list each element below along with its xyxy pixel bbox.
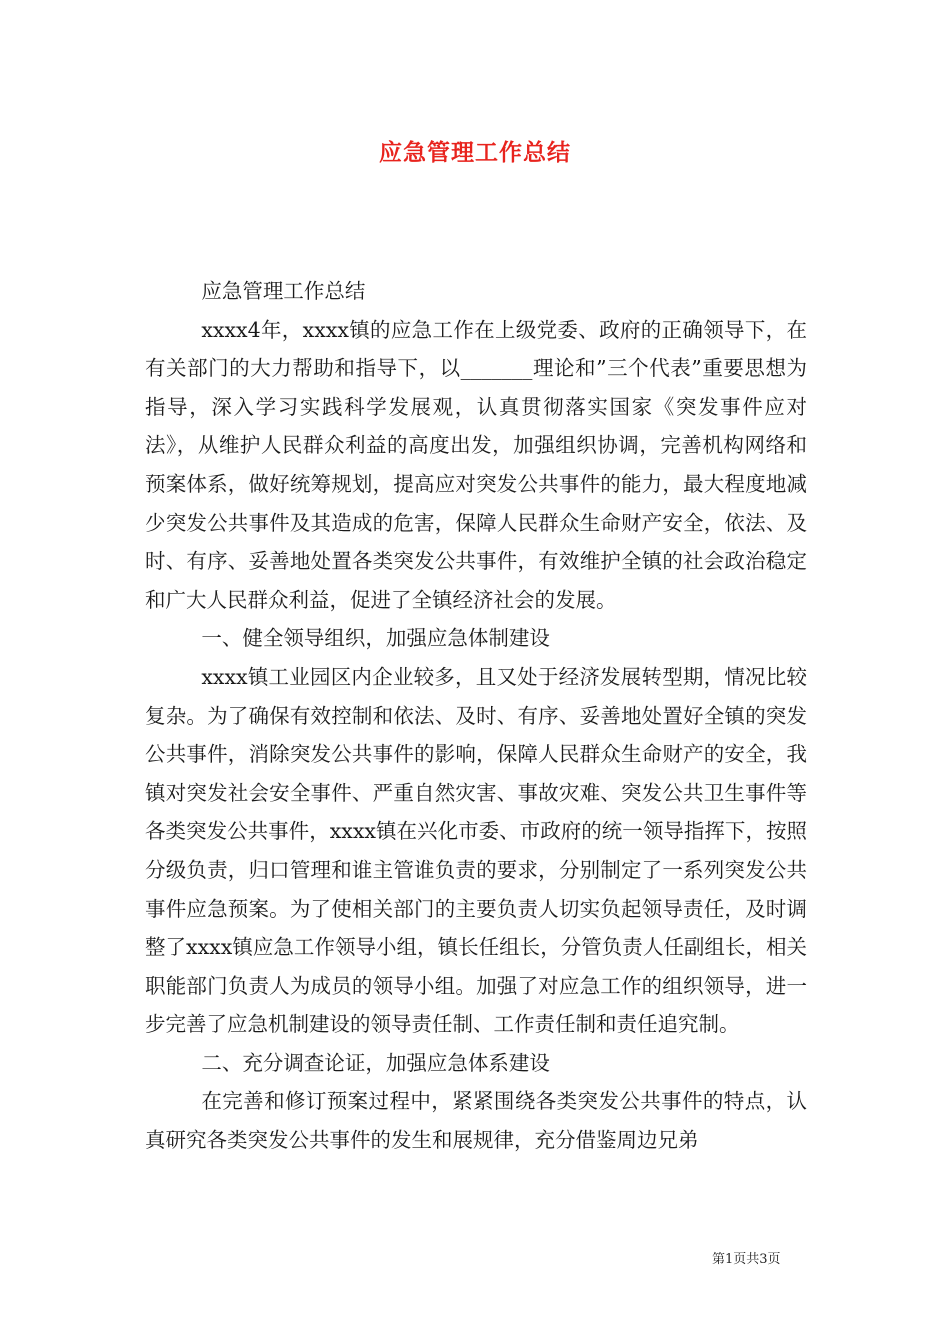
document-title: 应急管理工作总结 <box>379 140 571 166</box>
section-heading-1: 一、健全领导组织，加强应急体制建设 <box>201 626 550 651</box>
page-number: 第1页共3页 <box>712 1252 781 1267</box>
paragraph-intro: xxxx4年，xxxx镇的应急工作在上级党委、政府的正确领导下，在有关部门的大力帮助和指导下，以_______理论和”三个代表”重要思想为指导，深入学习实践科学发展观，认真贯彻落实国家《突发事件应对法》，从维护人民群众利益的高度出发，加强组织协调，完善机构网络和预案体系，做好统筹规划，提高应对突发公共事件的能力，最大程度地减少突发公共事件及其造成的危害，保障人民群众生命财产安全，依法、及时、有序、妥善地处置各类突发公共事件，有效维护全镇的社会政治稳定和广大人民群众利益，促进了全镇经济社会的发展。 <box>145 317 807 612</box>
paragraph-subtitle: 应急管理工作总结 <box>201 279 366 303</box>
paragraph-section-2: 在完善和修订预案过程中，紧紧围绕各类突发公共事件的特点，认真研究各类突发公共事件的发生和展规律，充分借鉴周边兄弟 <box>145 1089 807 1153</box>
paragraph-section-1: xxxx镇工业园区内企业较多，且又处于经济发展转型期，情况比较复杂。为了确保有效控制和依法、及时、有序、妥善地处置好全镇的突发公共事件，消除突发公共事件的影响，保障人民群众生命财产的安全，我镇对突发社会安全事件、严重自然灾害、事故灾难、突发公共卫生事件等各类突发公共事件，xxxx镇在兴化市委、市政府的统一领导指挥下，按照分级负责，归口管理和谁主管谁负责的要求，分别制定了一系列突发公共事件应急预案。为了使相关部门的主要负责人切实负起领导责任，及时调整了xxxx镇应急工作领导小组，镇长任组长，分管负责人任副组长，相关职能部门负责人为成员的领导小组。加强了对应急工作的组织领导，进一步完善了应急机制建设的领导责任制、工作责任制和责任追究制。 <box>145 664 807 1037</box>
section-heading-2: 二、充分调查论证，加强应急体系建设 <box>201 1050 550 1075</box>
document-body <box>145 272 807 1160</box>
